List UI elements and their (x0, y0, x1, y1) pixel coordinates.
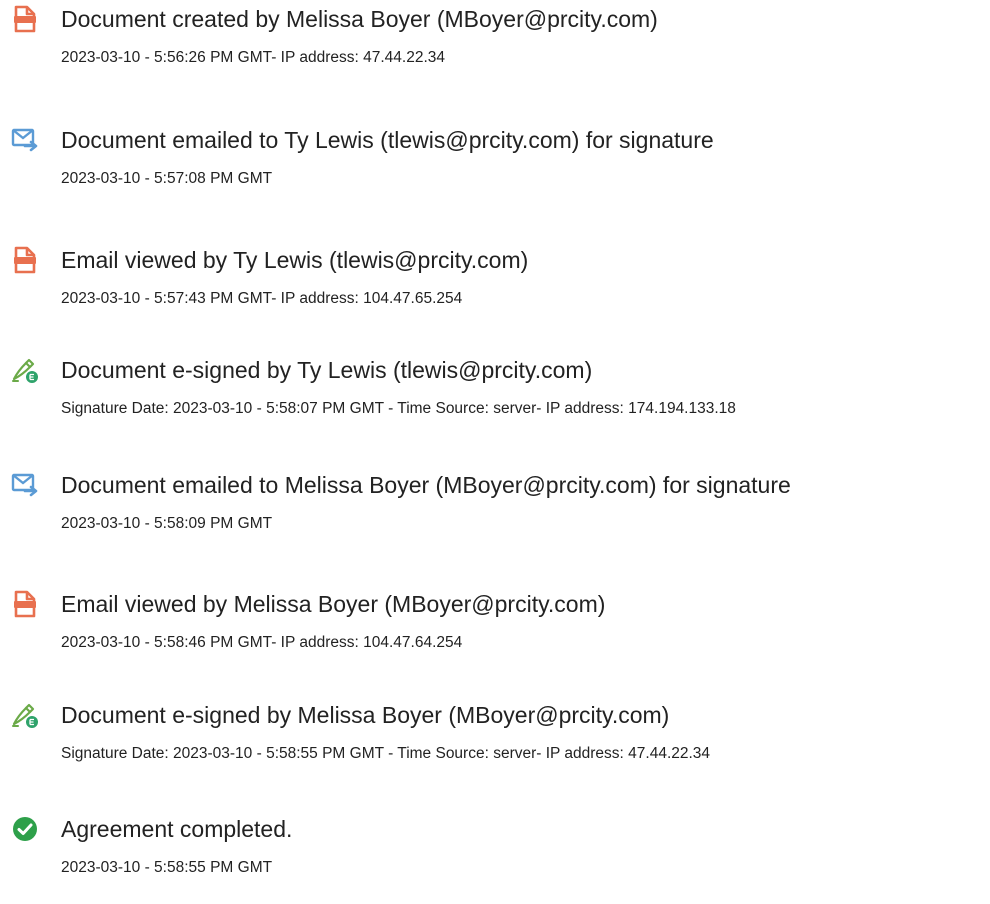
event-title: Email viewed by Ty Lewis (tlewis@prcity.com) (61, 247, 529, 273)
audit-event-e-signed (0, 700, 990, 790)
check-circle-icon (10, 814, 40, 844)
event-title: Document emailed to Melissa Boyer (MBoyer@prcity.com) for signature (61, 472, 791, 498)
audit-event-emailed (0, 470, 990, 560)
event-detail: 2023-03-10 - 5:56:26 PM GMT- IP address: 47.44.22.34 (61, 49, 445, 66)
email-icon (10, 470, 40, 500)
audit-event-email-viewed (0, 589, 990, 679)
audit-event-document-created (0, 4, 990, 94)
audit-event-e-signed (0, 355, 990, 445)
event-title: Document e-signed by Melissa Boyer (MBoyer@prcity.com) (61, 702, 670, 728)
event-title: Email viewed by Melissa Boyer (MBoyer@prcity.com) (61, 591, 606, 617)
document-icon (10, 245, 40, 275)
event-detail: 2023-03-10 - 5:58:46 PM GMT- IP address: 104.47.64.254 (61, 634, 463, 651)
email-icon (10, 125, 40, 155)
esign-icon (10, 355, 40, 385)
audit-event-emailed (0, 125, 990, 215)
document-icon (10, 4, 40, 34)
event-detail: Signature Date: 2023-03-10 - 5:58:07 PM GMT - Time Source: server- IP address: 174.194.133.18 (61, 400, 736, 417)
document-icon (10, 589, 40, 619)
esign-icon (10, 700, 40, 730)
event-detail: 2023-03-10 - 5:57:08 PM GMT (61, 170, 273, 187)
event-detail: 2023-03-10 - 5:58:09 PM GMT (61, 515, 273, 532)
event-detail: Signature Date: 2023-03-10 - 5:58:55 PM GMT - Time Source: server- IP address: 47.44.22.34 (61, 745, 711, 762)
event-title: Agreement completed. (61, 816, 293, 842)
event-detail: 2023-03-10 - 5:58:55 PM GMT (61, 859, 273, 876)
audit-event-email-viewed (0, 245, 990, 335)
audit-event-completed (0, 814, 990, 904)
event-title: Document created by Melissa Boyer (MBoyer@prcity.com) (61, 6, 658, 32)
event-title: Document e-signed by Ty Lewis (tlewis@prcity.com) (61, 357, 593, 383)
event-title: Document emailed to Ty Lewis (tlewis@prcity.com) for signature (61, 127, 714, 153)
event-detail: 2023-03-10 - 5:57:43 PM GMT- IP address: 104.47.65.254 (61, 290, 463, 307)
